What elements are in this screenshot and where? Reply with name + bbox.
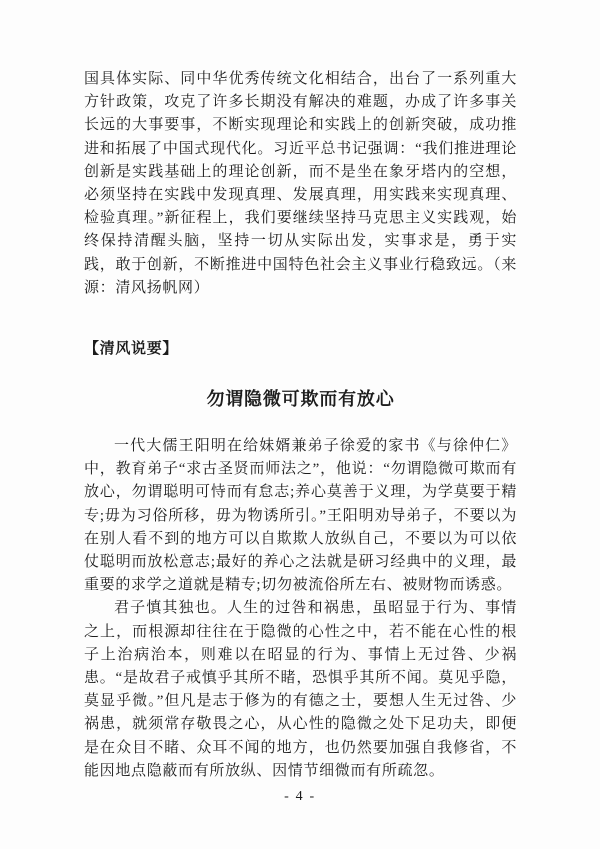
paragraph-wang-yangming: 一代大儒王阳明在给妹婿兼弟子徐爱的家书《与徐仲仁》中，教育弟子“求古圣贤而师法之”，他说：“勿谓隐微可欺而有放心，勿谓聪明可恃而有怠志;养心莫善于义理，为学莫要于精专;毋为习俗所移，毋为物诱所引。”王阳明劝导弟子，不要以为在别人看不到的地方可以自欺欺人放纵自己，不要以为可以依仗聪明而放松意志;最好的养心之法就是研习经典中的义理，最重要的求学之道就是精专;切勿被流俗所左右、被财物而诱惑。 bbox=[84, 438, 517, 594]
paragraph-junzi-shendu: 君子慎其独也。人生的过咎和祸患，虽昭显于行为、事情之上，而根源却往往在于隐微的心性之中，若不能在心性的根子上治病治本，则难以在昭显的行为、事情上无过咎、少祸患。“是故君子戒慎乎其所不睹，恐惧乎其所不闻。莫见乎隐，莫显乎微。”但凡是志于修为的有德之士，要想人生无过咎、少祸患，就须常存敬畏之心，从心性的隐微之处下足功夫，即便是在众目不睹、众耳不闻的地方，也仍然要加强自我修省，不能因地点隐蔽而有所放纵、因情节细微而有所疏忽。 bbox=[84, 600, 517, 779]
paragraph-continuation: 国具体实际、同中华优秀传统文化相结合，出台了一系列重大方针政策，攻克了许多长期没有解决的难题，办成了许多事关长远的大事要事，不断实现理论和实践上的创新突破，成功推进和拓展了中国式现代化。习近平总书记强调：“我们推进理论创新是实践基础上的理论创新，而不是坐在象牙塔内的空想，必须坚持在实践中发现真理、发展真理，用实践来实现真理、检验真理。”新征程上，我们要继续坚持马克思主义实践观，始终保持清醒头脑，坚持一切从实际出发，实事求是，勇于实践，敢于创新，不断推进中国特色社会主义事业行稳致远。（来源：清风扬帆网） bbox=[84, 71, 517, 296]
article-title: 勿谓隐微可欺而有放心 bbox=[206, 389, 395, 410]
section-header: 【清风说要】 bbox=[84, 341, 179, 358]
spacer bbox=[84, 411, 517, 435]
page-content bbox=[84, 68, 517, 783]
page-number: - 4 - bbox=[284, 789, 316, 804]
